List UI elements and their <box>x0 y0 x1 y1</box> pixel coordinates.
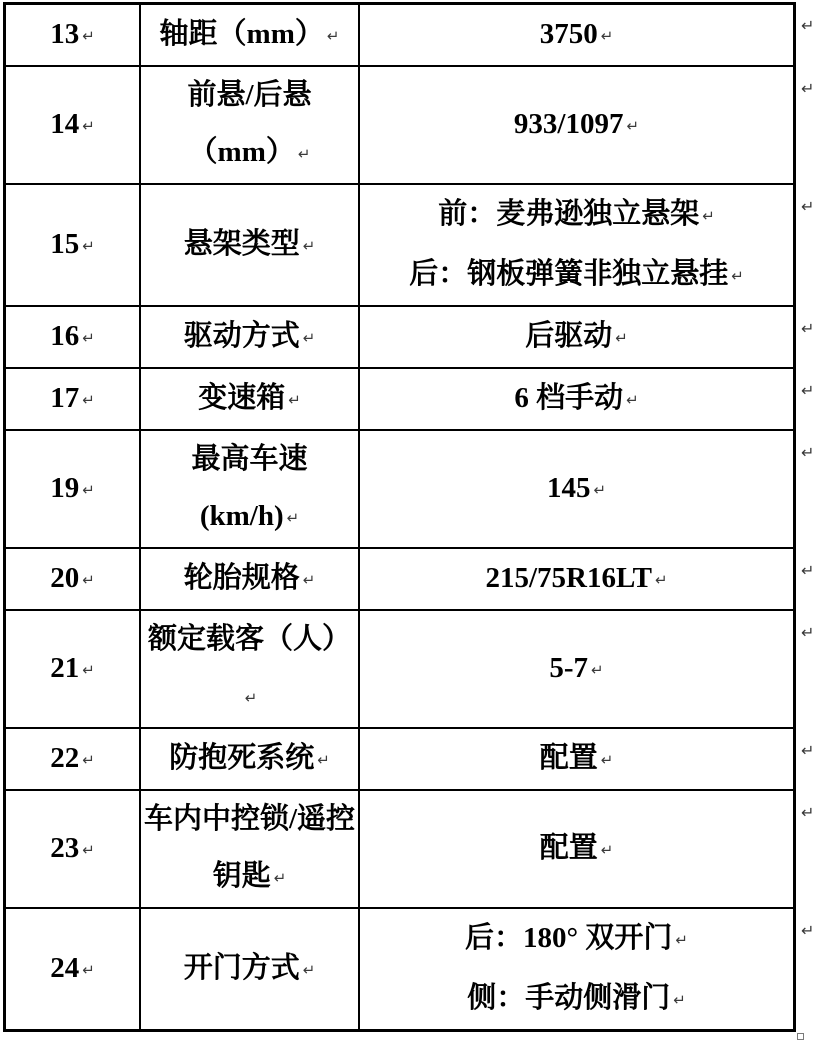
spec-value: 6 档手动 <box>514 382 624 414</box>
spec-value: 145 <box>546 472 591 504</box>
spec-name: 驱动方式 <box>183 319 300 352</box>
table-resize-handle-icon[interactable] <box>797 1033 804 1040</box>
spec-name: 轮胎规格 <box>183 561 300 594</box>
row-end-mark-icon: ↵ <box>801 623 814 642</box>
spec-name: 防抱死系统 <box>169 741 315 774</box>
paragraph-mark-icon: ↵ <box>317 750 330 769</box>
paragraph-mark-icon: ↵ <box>82 840 95 859</box>
table-row <box>5 430 795 548</box>
table-row <box>5 184 795 306</box>
spec-value: 215/75R16LT <box>485 562 652 594</box>
spec-value: 后：钢板弹簧非独立悬挂 <box>409 258 729 290</box>
spec-name: 车内中控锁/遥控钥匙 <box>143 803 356 892</box>
spec-value-line <box>362 245 791 305</box>
row-number: 15 <box>50 227 80 260</box>
spec-value: 3750 <box>539 18 598 50</box>
spec-value-cell[interactable] <box>359 610 795 728</box>
paragraph-mark-icon: ↵ <box>302 960 316 979</box>
row-number: 19 <box>50 471 80 504</box>
paragraph-mark-icon: ↵ <box>591 661 604 679</box>
table-row <box>5 548 795 610</box>
spec-value-cell[interactable] <box>359 306 795 368</box>
paragraph-mark-icon: ↵ <box>626 117 640 135</box>
spec-value: 5-7 <box>549 652 589 684</box>
row-end-mark-icon: ↵ <box>801 197 814 216</box>
table-row <box>5 610 795 728</box>
spec-value: 侧：手动侧滑门 <box>467 982 671 1014</box>
row-number-cell[interactable] <box>5 430 141 548</box>
table-row <box>5 66 795 184</box>
paragraph-mark-icon: ↵ <box>82 236 95 255</box>
paragraph-mark-icon: ↵ <box>82 660 95 679</box>
spec-value-cell[interactable] <box>359 430 795 548</box>
spec-name: 悬架类型 <box>183 227 300 260</box>
paragraph-mark-icon: ↵ <box>82 570 95 589</box>
row-number-cell[interactable] <box>5 4 141 67</box>
paragraph-mark-icon: ↵ <box>82 750 95 769</box>
spec-name-cell[interactable] <box>140 548 359 610</box>
paragraph-mark-icon: ↵ <box>302 570 316 589</box>
paragraph-mark-icon: ↵ <box>82 328 95 347</box>
row-number: 13 <box>50 17 80 50</box>
spec-value-cell[interactable] <box>359 908 795 1031</box>
paragraph-mark-icon: ↵ <box>302 328 316 347</box>
paragraph-mark-icon: ↵ <box>600 751 614 769</box>
spec-value-line <box>362 307 791 367</box>
spec-value-line <box>362 969 791 1029</box>
paragraph-mark-icon: ↵ <box>593 481 607 499</box>
row-number: 21 <box>50 651 80 684</box>
row-end-mark-icon: ↵ <box>801 741 814 760</box>
paragraph-mark-icon: ↵ <box>82 116 95 135</box>
paragraph-mark-icon: ↵ <box>286 509 300 527</box>
spec-name: 额定载客（人） <box>147 623 351 655</box>
row-number-cell[interactable] <box>5 610 141 728</box>
spec-name-cell[interactable] <box>140 66 359 184</box>
paragraph-mark-icon: ↵ <box>82 480 95 499</box>
paragraph-mark-icon: ↵ <box>82 390 95 409</box>
row-number: 24 <box>50 951 80 984</box>
table-row <box>5 790 795 908</box>
row-number-cell[interactable] <box>5 908 141 1031</box>
row-number: 23 <box>50 831 80 864</box>
spec-value: 后驱动 <box>525 320 613 352</box>
paragraph-mark-icon: ↵ <box>673 991 686 1009</box>
spec-name: 变速箱 <box>198 381 286 414</box>
spec-name-cell[interactable] <box>140 4 359 67</box>
spec-value-cell[interactable] <box>359 728 795 790</box>
row-number-cell[interactable] <box>5 306 141 368</box>
spec-value-line <box>362 185 791 245</box>
paragraph-mark-icon: ↵ <box>302 236 316 255</box>
table-row <box>5 306 795 368</box>
paragraph-mark-icon: ↵ <box>82 960 95 979</box>
document-page <box>3 2 814 1032</box>
spec-value-line <box>362 549 791 609</box>
row-end-mark-icon: ↵ <box>801 443 814 462</box>
paragraph-mark-icon: ↵ <box>288 390 301 409</box>
row-end-mark-icon: ↵ <box>801 561 814 580</box>
table-row <box>5 4 795 67</box>
row-number: 17 <box>50 381 80 414</box>
row-end-mark-icon: ↵ <box>801 921 814 940</box>
row-number: 20 <box>50 561 80 594</box>
paragraph-mark-icon: ↵ <box>273 869 287 887</box>
table-row <box>5 908 795 1031</box>
spec-value-line <box>362 909 791 969</box>
row-number: 16 <box>50 319 80 352</box>
row-number-cell[interactable] <box>5 368 141 430</box>
spec-value: 后：180° 双开门 <box>465 922 673 954</box>
row-number: 22 <box>50 741 80 774</box>
row-end-mark-icon: ↵ <box>801 803 814 822</box>
row-number-cell[interactable] <box>5 728 141 790</box>
row-number-cell[interactable] <box>5 790 141 908</box>
spec-value-line <box>362 459 791 519</box>
spec-value-cell[interactable] <box>359 4 795 67</box>
spec-name-cell[interactable] <box>140 728 359 790</box>
spec-value-line <box>362 639 791 699</box>
paragraph-mark-icon: ↵ <box>731 267 744 285</box>
spec-name: 前悬/后悬（mm） <box>187 79 312 168</box>
table-row <box>5 728 795 790</box>
spec-value-cell[interactable] <box>359 66 795 184</box>
paragraph-mark-icon: ↵ <box>297 145 311 163</box>
spec-value-line <box>362 819 791 879</box>
spec-name-cell[interactable] <box>140 184 359 306</box>
spec-name: 轴距（mm） <box>159 17 324 50</box>
spec-name-cell[interactable] <box>140 430 359 548</box>
spec-value: 前：麦弗逊独立悬架 <box>438 198 700 230</box>
paragraph-mark-icon: ↵ <box>675 931 688 949</box>
spec-name-cell[interactable] <box>140 908 359 1031</box>
paragraph-mark-icon: ↵ <box>654 571 668 589</box>
spec-value-cell[interactable] <box>359 790 795 908</box>
paragraph-mark-icon: ↵ <box>82 26 95 45</box>
row-end-mark-icon: ↵ <box>801 16 814 35</box>
row-number-cell[interactable] <box>5 184 141 306</box>
spec-value-line <box>362 369 791 429</box>
paragraph-mark-icon: ↵ <box>615 329 628 347</box>
row-end-mark-icon: ↵ <box>801 319 814 338</box>
spec-name-cell[interactable] <box>140 368 359 430</box>
row-end-mark-icon: ↵ <box>801 79 814 98</box>
spec-name-cell[interactable] <box>140 790 359 908</box>
spec-value-cell[interactable] <box>359 548 795 610</box>
spec-value-cell[interactable] <box>359 368 795 430</box>
spec-name: 最高车速(km/h) <box>191 443 308 532</box>
row-end-mark-icon: ↵ <box>801 381 814 400</box>
spec-name-cell[interactable] <box>140 306 359 368</box>
paragraph-mark-icon: ↵ <box>600 841 614 859</box>
vehicle-spec-table <box>3 2 796 1032</box>
spec-value: 配置 <box>539 742 598 774</box>
spec-name-cell[interactable] <box>140 610 359 728</box>
spec-value-cell[interactable] <box>359 184 795 306</box>
row-number-cell[interactable] <box>5 66 141 184</box>
spec-value-line <box>362 95 791 155</box>
table-row <box>5 368 795 430</box>
spec-value-line <box>362 5 791 65</box>
row-number-cell[interactable] <box>5 548 141 610</box>
paragraph-mark-icon: ↵ <box>244 689 258 707</box>
paragraph-mark-icon: ↵ <box>626 391 639 409</box>
spec-value: 933/1097 <box>513 108 624 140</box>
spec-value-line <box>362 729 791 789</box>
row-number: 14 <box>50 107 80 140</box>
spec-name: 开门方式 <box>183 951 300 984</box>
paragraph-mark-icon: ↵ <box>702 207 715 225</box>
paragraph-mark-icon: ↵ <box>600 27 614 45</box>
paragraph-mark-icon: ↵ <box>326 26 340 45</box>
spec-value: 配置 <box>539 832 598 864</box>
